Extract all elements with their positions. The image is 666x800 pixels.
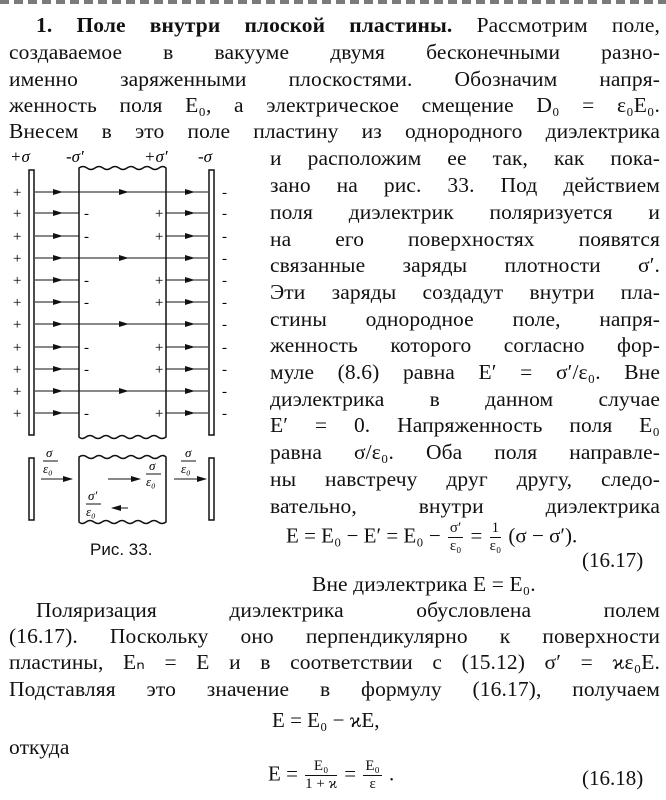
figure-caption: Рис. 33. (90, 540, 153, 559)
plus-charge: + (12, 185, 23, 201)
minus-charge: - (222, 384, 227, 400)
paragraph-line: и расположим ее так, как пока- (270, 146, 660, 170)
paragraph-line: стины однородное поле, напря- (270, 307, 660, 331)
bound-plus-charge: + (154, 406, 165, 422)
frac-num: σ (149, 458, 156, 473)
equation: E = E₀ − ϰE, (272, 708, 380, 732)
fraction (490, 520, 502, 555)
eq-part: (σ − σ′). (508, 523, 578, 548)
plus-charge: + (12, 295, 23, 311)
bound-minus-charge: - (84, 340, 89, 356)
bound-minus-charge: - (84, 406, 89, 422)
plus-charge: + (12, 206, 23, 222)
paragraph-line: создаваемое в вакууме двумя бесконечными разно- (9, 40, 660, 64)
plus-charge: + (12, 384, 23, 400)
dielectric-slab (79, 167, 166, 439)
minus-charge: - (222, 229, 227, 245)
frac-den: ε₀ (86, 504, 96, 519)
numerator: E₀ (305, 758, 337, 776)
label-plus-sigma-prime: +σ′ (144, 147, 168, 166)
frac-num: σ (46, 445, 53, 460)
frac-den: ε₀ (43, 461, 53, 476)
negative-plate-small (209, 458, 214, 520)
denominator: ε (369, 776, 376, 792)
paragraph-line: на его поверхностях появятся (270, 227, 660, 251)
paragraph-line: пластины, Eₙ = E и в соответствии с (15.12) σ′ = ϰε₀E. (9, 650, 660, 674)
minus-charge: - (222, 206, 227, 222)
paragraph-line: Вне диэлектрика E = E₀. (312, 572, 536, 596)
denominator: ε₀ (449, 538, 462, 554)
paragraph-line: муле (8.6) равна E′ = σ′/ε₀. Вне (270, 360, 660, 384)
fraction (363, 758, 381, 793)
paragraph-line: женность которого согласно фор- (270, 333, 660, 357)
denominator: ε₀ (489, 538, 502, 554)
bound-plus-charge: + (154, 362, 165, 378)
negative-plate (209, 170, 214, 435)
cut-off-line (0, 0, 666, 4)
eq-part: . (389, 761, 395, 786)
equation-number: (16.17) (582, 548, 644, 572)
eq-part: = (344, 761, 357, 786)
paragraph-line: Подставляя это значение в формулу (16.17), получаем (9, 677, 660, 701)
fraction (305, 758, 337, 793)
paragraph-line: связанные заряды плотности σ′. (270, 253, 660, 277)
minus-charge: - (222, 362, 227, 378)
numerator: E₀ (365, 758, 380, 774)
paragraph-line: E′ = 0. Напряженность поля E₀ (270, 413, 660, 437)
label-minus-sigma-prime: -σ′ (66, 147, 84, 166)
equation-number: (16.18) (582, 766, 644, 790)
paragraph-line: диэлектрика в данном случае (270, 387, 660, 411)
frac-num: σ (185, 445, 192, 460)
plus-charge: + (12, 340, 23, 356)
bound-minus-charge: - (84, 295, 89, 311)
paragraph-line: Эти заряды создадут внутри пла- (270, 280, 660, 304)
paragraph-line: вательно, внутри диэлектрика (270, 494, 660, 518)
bound-plus-charge: + (154, 206, 165, 222)
minus-charge: - (222, 317, 227, 333)
label-minus-sigma: -σ (198, 147, 213, 166)
plus-charge: + (12, 362, 23, 378)
frac-den: ε₀ (181, 461, 191, 476)
paragraph-line: зано на рис. 33. Под действием (270, 173, 660, 197)
minus-charge: - (222, 273, 227, 289)
bound-plus-charge: + (154, 229, 165, 245)
plus-charge: + (12, 251, 23, 267)
numerator: σ′ (449, 520, 462, 536)
paragraph-line: поля диэлектрик поляризуется и (270, 200, 660, 224)
plus-charge: + (12, 406, 23, 422)
label-plus-sigma: +σ (10, 147, 30, 166)
eq-part: E = E₀ − E′ = E₀ − (286, 523, 441, 548)
eq-part: E = (268, 761, 298, 786)
section-heading: 1. Поле внутри плоской пластины. (36, 13, 453, 37)
positive-plate-small (29, 458, 34, 520)
paragraph-line: именно заряженными плоскостями. Обозначим напря- (9, 67, 660, 91)
plus-charge: + (12, 317, 23, 333)
paragraph-line: женность поля E₀, а электрическое смещение D₀ = ε₀E₀. (9, 93, 660, 117)
paragraph-line: ны навстречу друг другу, следо- (270, 467, 660, 491)
plus-charge: + (12, 229, 23, 245)
figure-33 (0, 140, 260, 540)
equation-16-17 (286, 520, 577, 555)
minus-charge: - (222, 251, 227, 267)
bound-minus-charge: - (84, 273, 89, 289)
paragraph-line: равна σ/ε₀. Оба поля направле- (270, 440, 660, 464)
frac-num: σ′ (88, 488, 98, 503)
frac-den: ε₀ (146, 474, 156, 489)
paragraph-line: Поляризация диэлектрика обусловлена полем (36, 598, 660, 622)
paragraph-line: (16.17). Поскольку оно перпендикулярно к поверхности (9, 624, 660, 648)
bound-plus-charge: + (154, 273, 165, 289)
fraction (448, 520, 463, 555)
plus-charge: + (12, 273, 23, 289)
bound-plus-charge: + (154, 340, 165, 356)
text: Рассмотрим поле, (476, 13, 660, 37)
bound-minus-charge: - (84, 206, 89, 222)
paragraph-line (9, 12, 660, 38)
minus-charge: - (222, 406, 227, 422)
bound-minus-charge: - (84, 229, 89, 245)
bound-plus-charge: + (154, 295, 165, 311)
numerator: 1 (490, 520, 502, 538)
minus-charge: - (222, 295, 227, 311)
minus-charge: - (222, 340, 227, 356)
paragraph-line: Внесем в это поле пластину из однородного диэлектрика (9, 119, 660, 143)
denominator: 1 + ϰ (305, 776, 338, 792)
minus-charge: - (222, 185, 227, 201)
eq-part: = (470, 523, 483, 548)
equation-16-18 (268, 758, 394, 793)
paragraph-line: откуда (9, 735, 70, 759)
positive-plate (29, 170, 34, 435)
bound-minus-charge: - (84, 362, 89, 378)
